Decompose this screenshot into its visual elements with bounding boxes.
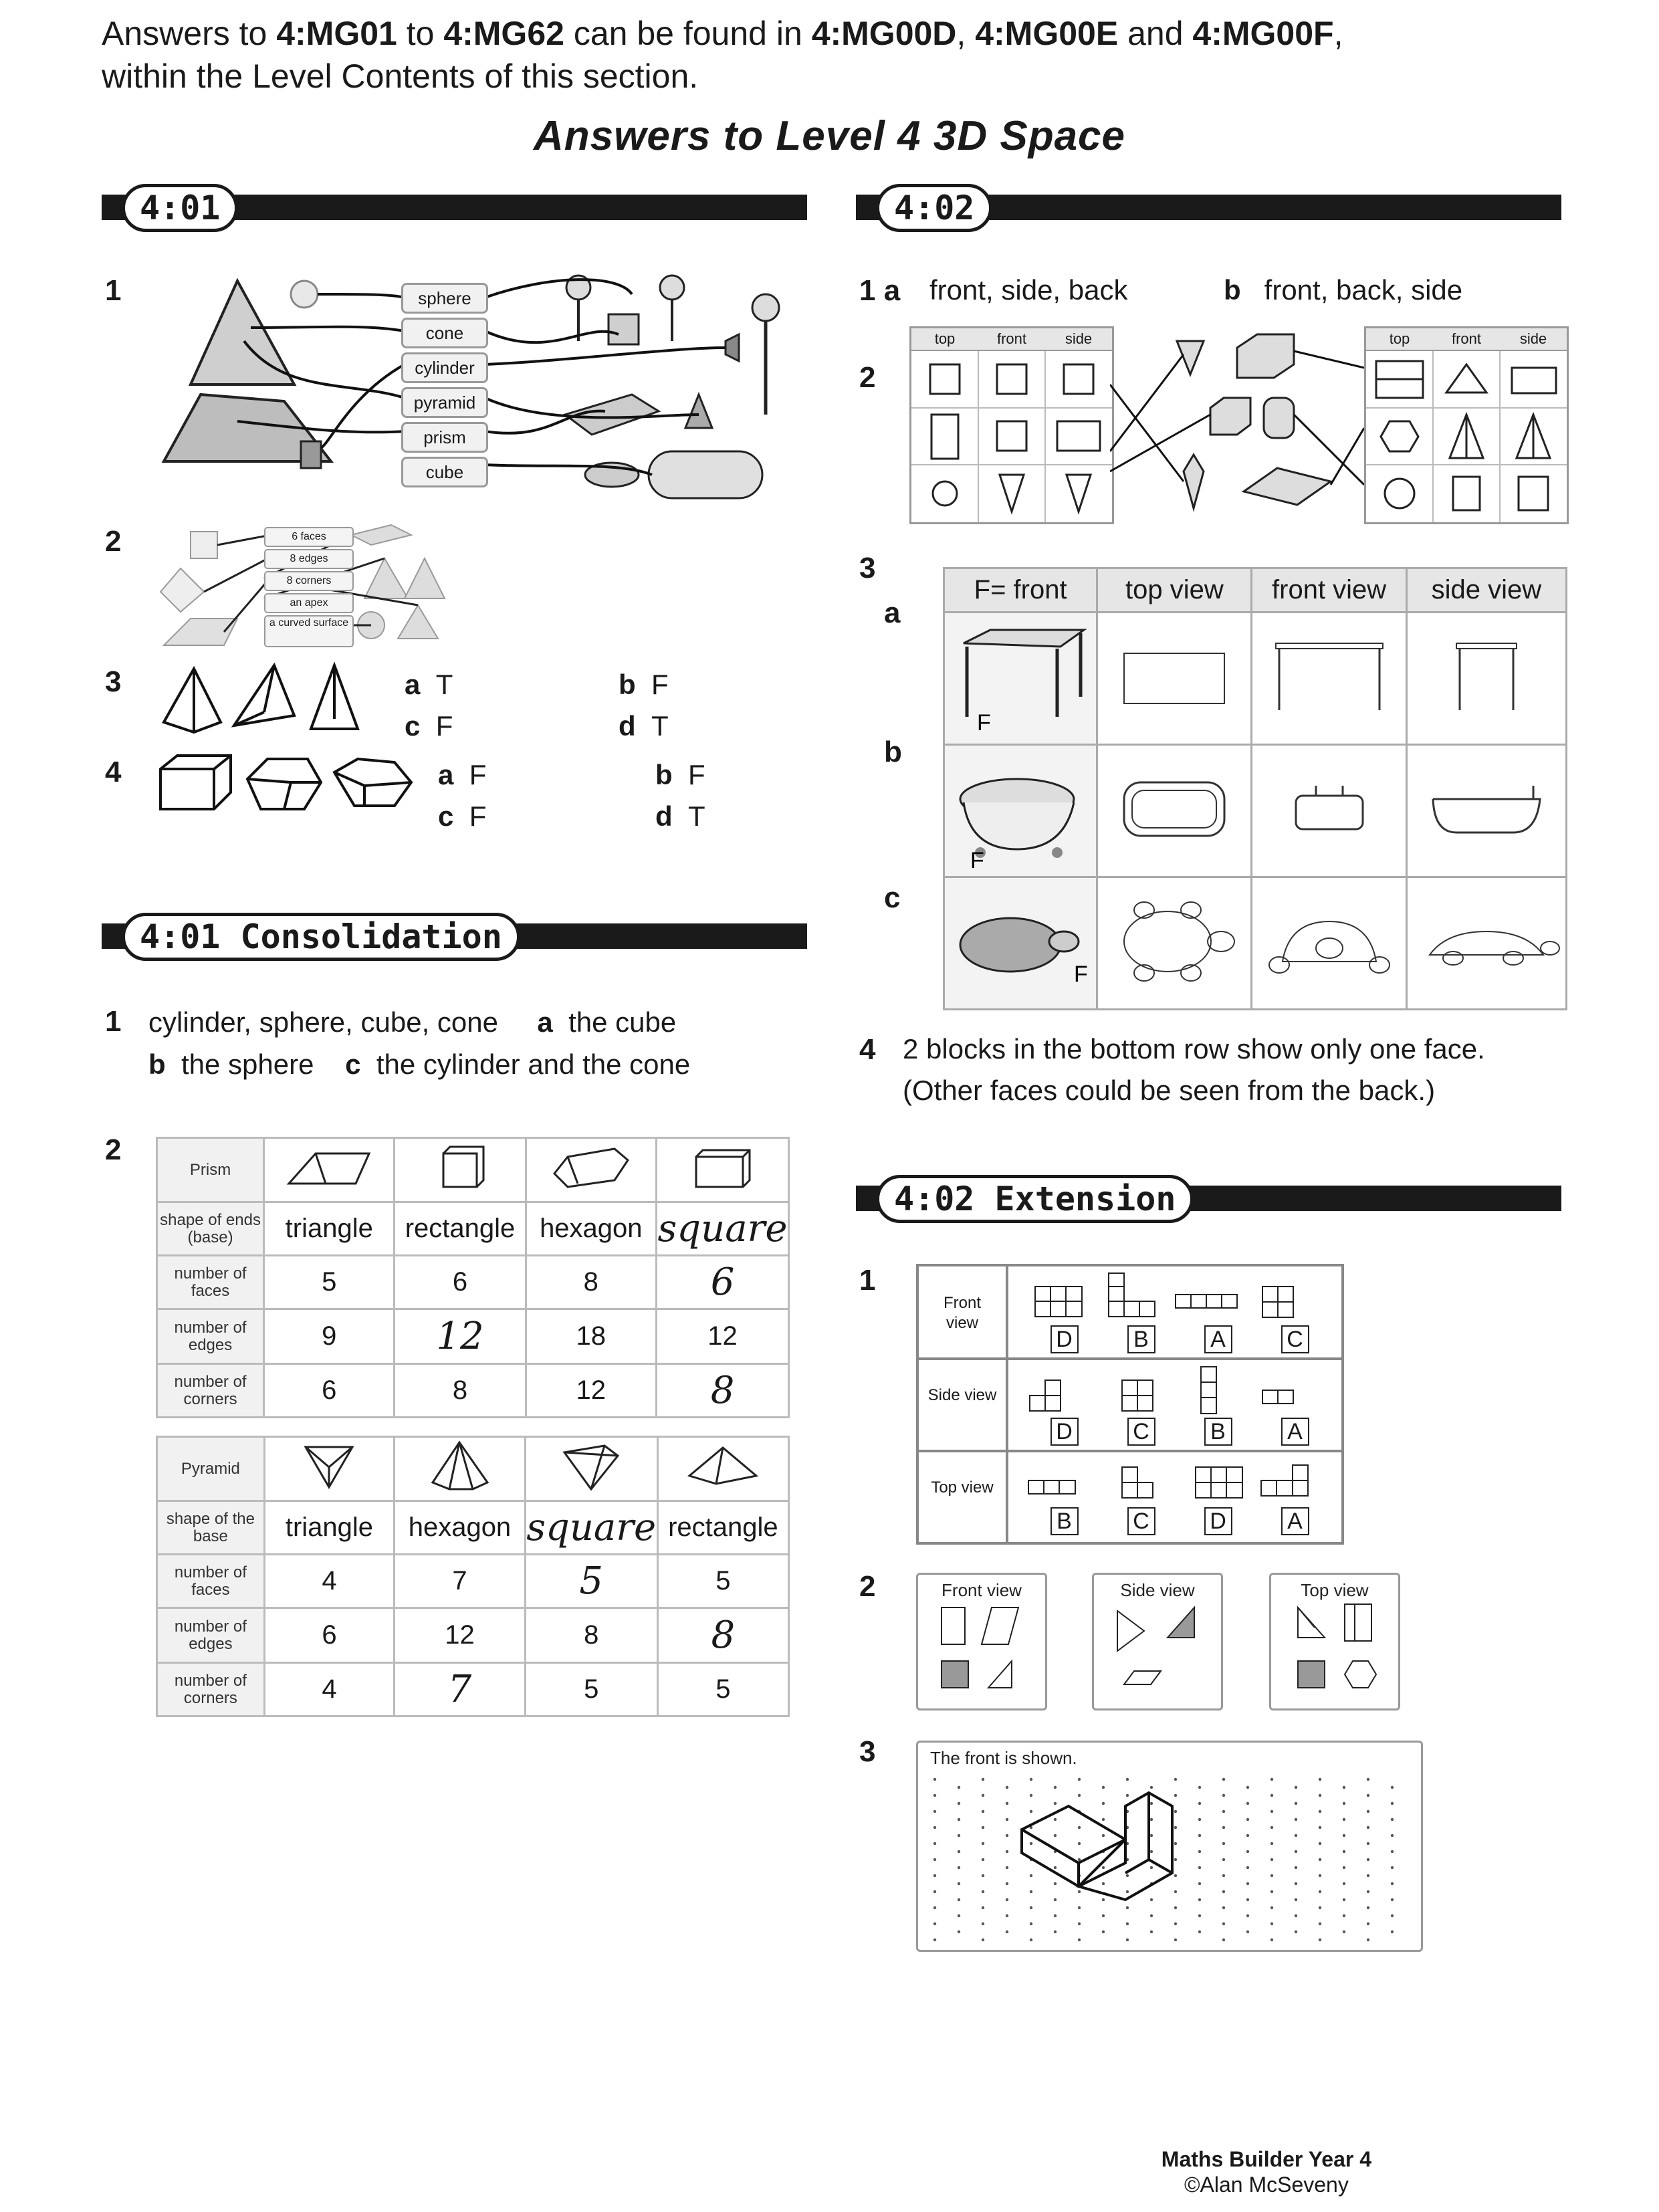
tortoise-front-view bbox=[1252, 877, 1406, 1010]
question-number: 3 bbox=[859, 1735, 876, 1768]
consolidation-q1-line1: cylinder, sphere, cube, cone a the cube bbox=[148, 1006, 677, 1038]
cell: 7 bbox=[395, 1555, 526, 1608]
cell: 12 bbox=[395, 1608, 526, 1663]
square-pyramid-icon bbox=[525, 1437, 657, 1501]
header-top: top bbox=[934, 330, 956, 347]
row-letter-c: c bbox=[884, 881, 901, 914]
cell: 9 bbox=[264, 1309, 395, 1364]
cell: 8 bbox=[395, 1364, 526, 1418]
answer-letter: D bbox=[1050, 1325, 1079, 1353]
q3-d: d T bbox=[619, 710, 669, 742]
header-top-view: top view bbox=[1097, 568, 1252, 613]
row-letter-b: b bbox=[884, 736, 902, 768]
square-prism-icon bbox=[657, 1138, 789, 1202]
row-label: number of faces bbox=[157, 1256, 264, 1309]
question-number: 2 bbox=[105, 1133, 122, 1166]
answer-letter: A bbox=[1281, 1418, 1309, 1446]
question-number: 1 bbox=[105, 274, 122, 307]
pyramid-header: Pyramid bbox=[157, 1437, 265, 1501]
header-side: side bbox=[1519, 330, 1547, 347]
label-sphere: sphere bbox=[401, 283, 488, 314]
label-cylinder: cylinder bbox=[401, 352, 488, 383]
triangular-prism-icon bbox=[264, 1138, 395, 1202]
footer bbox=[1162, 2146, 1371, 2197]
question-number: 2 bbox=[859, 361, 876, 394]
q1b-answer: b front, back, side bbox=[1224, 274, 1463, 306]
box-title: Side view bbox=[1120, 1580, 1195, 1600]
header-side-view: side view bbox=[1406, 568, 1566, 613]
q4-line1: 2 blocks in the bottom row show only one face. bbox=[903, 1033, 1485, 1065]
cell: 5 bbox=[657, 1555, 788, 1608]
q3-c: c F bbox=[405, 710, 453, 742]
row-label-front: Front view bbox=[943, 1294, 981, 1332]
cell: 6 bbox=[395, 1256, 526, 1309]
question-number: 3 bbox=[105, 665, 122, 698]
cell: 12 bbox=[657, 1309, 789, 1364]
row-label: shape of the base bbox=[157, 1501, 265, 1555]
label-prism: prism bbox=[401, 422, 488, 453]
section-header-4-02-extension: 4:02 Extension bbox=[856, 1175, 1561, 1222]
box-title: Front view bbox=[942, 1580, 1022, 1600]
answer-letter: D bbox=[1204, 1507, 1232, 1535]
footer-copyright: ©Alan McSeveny bbox=[1184, 2173, 1349, 2197]
cell: 18 bbox=[526, 1309, 656, 1364]
tortoise-side-view bbox=[1406, 877, 1566, 1010]
cell: rectangle bbox=[395, 1202, 526, 1256]
cell: 5 bbox=[264, 1256, 395, 1309]
answer-letter: B bbox=[1204, 1418, 1232, 1446]
grid-caption: The front is shown. bbox=[930, 1748, 1077, 1768]
q4-b: b F bbox=[655, 759, 705, 790]
footer-title: Maths Builder Year 4 bbox=[1161, 2147, 1371, 2171]
views-table bbox=[943, 567, 1567, 1010]
answer-letter: B bbox=[1050, 1507, 1079, 1535]
cell: triangle bbox=[264, 1202, 395, 1256]
q4-a: a F bbox=[438, 759, 487, 790]
extension-views-table bbox=[916, 1264, 1344, 1545]
answer-letter: B bbox=[1127, 1325, 1155, 1353]
section-header-4-01: 4:01 bbox=[102, 184, 807, 231]
table-front-view bbox=[1252, 613, 1406, 745]
hexagonal-prism-icon bbox=[526, 1138, 656, 1202]
header-side: side bbox=[1065, 330, 1093, 347]
label-6-faces: 6 faces bbox=[264, 527, 354, 547]
answer-letter: A bbox=[1281, 1507, 1309, 1535]
isometric-dot-grid bbox=[916, 1741, 1423, 1952]
q4-line2: (Other faces could be seen from the back.) bbox=[903, 1075, 1436, 1106]
pyramid-figures bbox=[157, 662, 378, 736]
block-views-drawings bbox=[1008, 1266, 1341, 1542]
q1a-answer: front, side, back bbox=[929, 274, 1128, 306]
row-label: number of edges bbox=[157, 1309, 264, 1364]
cell: hexagon bbox=[526, 1202, 656, 1256]
header-front: front bbox=[996, 330, 1027, 347]
label-cone: cone bbox=[401, 318, 488, 348]
cell: square bbox=[525, 1501, 657, 1555]
letter-row-top bbox=[1026, 1507, 1333, 1535]
tortoise-top-view bbox=[1097, 877, 1252, 1010]
cell: 6 bbox=[264, 1364, 395, 1418]
question-number: 1 a bbox=[859, 274, 901, 307]
row-label: number of corners bbox=[157, 1364, 264, 1418]
header-top: top bbox=[1389, 330, 1410, 347]
letter-row-front bbox=[1026, 1325, 1333, 1353]
row-label-top: Top view bbox=[931, 1478, 994, 1497]
row-label-side: Side view bbox=[927, 1386, 997, 1404]
header-front-label: F= front bbox=[944, 568, 1097, 613]
label-pyramid: pyramid bbox=[401, 387, 488, 418]
label-8-corners: 8 corners bbox=[264, 571, 354, 591]
question-number: 4 bbox=[105, 756, 122, 788]
label-curved-surface: a curved surface bbox=[264, 615, 354, 647]
question-number: 2 bbox=[105, 525, 122, 558]
solids-matching-views bbox=[1110, 328, 1364, 522]
question-number: 4 bbox=[859, 1033, 876, 1066]
page-title: Answers to Level 4 3D Space bbox=[533, 113, 1126, 159]
cell: 5 bbox=[525, 1663, 657, 1717]
box-title: Top view bbox=[1301, 1580, 1369, 1600]
table-image bbox=[944, 613, 1097, 745]
triangular-pyramid-icon bbox=[264, 1437, 394, 1501]
front-marker: F bbox=[977, 710, 991, 736]
header-front: front bbox=[1451, 330, 1482, 347]
front-marker: F bbox=[1074, 962, 1088, 987]
cell: 8 bbox=[657, 1364, 789, 1418]
views-grid-left bbox=[909, 326, 1114, 524]
bathtub-front-view bbox=[1252, 745, 1406, 877]
cell: 12 bbox=[526, 1364, 656, 1418]
row-label: number of faces bbox=[157, 1555, 265, 1608]
answer-letter: C bbox=[1127, 1418, 1155, 1446]
cell: 8 bbox=[526, 1256, 656, 1309]
top-view-box bbox=[1269, 1573, 1400, 1710]
prism-header: Prism bbox=[157, 1138, 264, 1202]
rectangular-pyramid-icon bbox=[657, 1437, 788, 1501]
answer-letter: C bbox=[1281, 1325, 1309, 1353]
cell: triangle bbox=[264, 1501, 394, 1555]
section-header-4-01-consolidation: 4:01 Consolidation bbox=[102, 913, 807, 960]
intro-text: Answers to 4:MG01 to 4:MG62 can be found in 4:MG00D, 4:MG00E and 4:MG00F, within the Level Contents of this section. bbox=[102, 15, 1343, 95]
front-view-box bbox=[916, 1573, 1047, 1710]
bathtub-side-view bbox=[1406, 745, 1566, 877]
views-grid-right bbox=[1364, 326, 1569, 524]
table-top-view bbox=[1097, 613, 1252, 745]
answer-letter: C bbox=[1127, 1507, 1155, 1535]
question-number: 3 bbox=[859, 552, 876, 584]
cell: 12 bbox=[395, 1309, 526, 1364]
pyramid-table bbox=[156, 1436, 790, 1717]
isometric-drawing bbox=[918, 1743, 1421, 1950]
answer-letter: D bbox=[1050, 1418, 1079, 1446]
hexagonal-pyramid-icon bbox=[395, 1437, 526, 1501]
cell: rectangle bbox=[657, 1501, 788, 1555]
label-cube: cube bbox=[401, 457, 488, 487]
letter-row-side bbox=[1026, 1418, 1333, 1446]
section-header-4-02: 4:02 bbox=[856, 184, 1561, 231]
cell: 5 bbox=[657, 1663, 788, 1717]
row-label: number of edges bbox=[157, 1608, 265, 1663]
row-label: number of corners bbox=[157, 1663, 265, 1717]
front-marker: F bbox=[970, 848, 984, 869]
question-number: 2 bbox=[859, 1570, 876, 1603]
cell: 8 bbox=[657, 1608, 788, 1663]
tortoise-image bbox=[944, 877, 1097, 1010]
prism-figures bbox=[157, 752, 438, 812]
question-number: 1 bbox=[859, 1264, 876, 1297]
cell: 5 bbox=[525, 1555, 657, 1608]
cell: 6 bbox=[657, 1256, 789, 1309]
label-8-edges: 8 edges bbox=[264, 549, 354, 569]
rectangular-prism-icon bbox=[395, 1138, 526, 1202]
row-label: shape of ends (base) bbox=[157, 1202, 264, 1256]
cell: 4 bbox=[264, 1555, 394, 1608]
cell: 8 bbox=[525, 1608, 657, 1663]
bathtub-image bbox=[944, 745, 1097, 877]
question-number: 1 bbox=[105, 1005, 122, 1038]
table-side-view bbox=[1406, 613, 1566, 745]
header-front-view: front view bbox=[1252, 568, 1406, 613]
row-letter-a: a bbox=[884, 596, 901, 629]
side-view-box bbox=[1092, 1573, 1223, 1710]
cell: 4 bbox=[264, 1663, 394, 1717]
cell: 7 bbox=[395, 1663, 526, 1717]
answer-letter: A bbox=[1204, 1325, 1232, 1353]
consolidation-q1-line2: b the sphere c the cylinder and the cone bbox=[148, 1048, 691, 1080]
cell: hexagon bbox=[395, 1501, 526, 1555]
q4-c: c F bbox=[438, 800, 487, 832]
cell: 6 bbox=[264, 1608, 394, 1663]
q3-b: b F bbox=[619, 669, 669, 700]
prism-table bbox=[156, 1137, 790, 1418]
label-an-apex: an apex bbox=[264, 593, 354, 613]
bathtub-top-view bbox=[1097, 745, 1252, 877]
cell: square bbox=[657, 1202, 789, 1256]
q3-answers: a T bbox=[405, 669, 453, 700]
q4-d: d T bbox=[655, 800, 705, 832]
